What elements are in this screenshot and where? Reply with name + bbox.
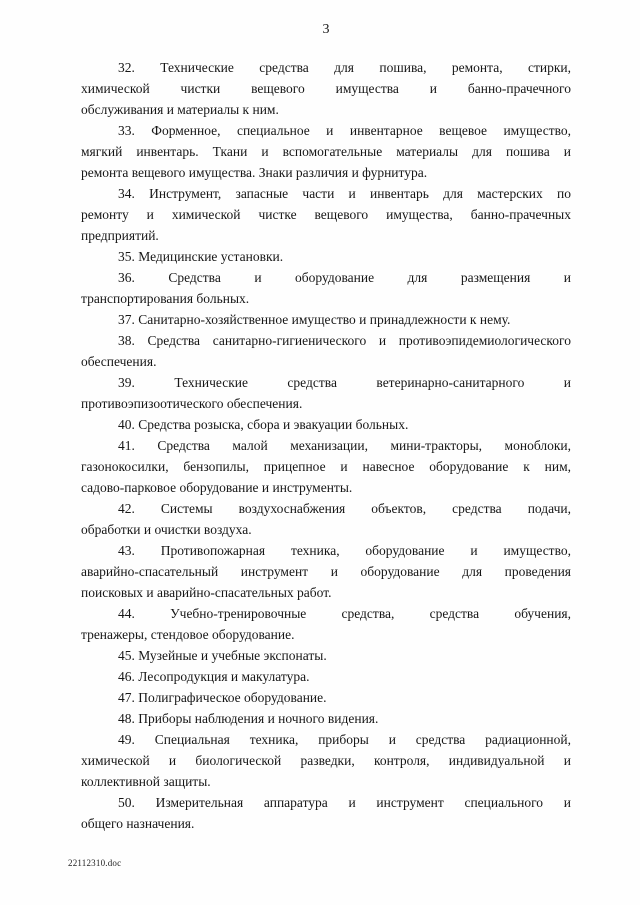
paragraph (81, 267, 571, 309)
paragraph-line: 32. Технические средства для пошива, ремонта, стирки, (118, 60, 571, 75)
paragraph-line: 49. Специальная техника, приборы и средства радиационной, (118, 732, 571, 747)
paragraph-line: 39. Технические средства ветеринарно-санитарного и (118, 375, 571, 390)
paragraph-line: тренажеры, стендовое оборудование. (81, 627, 295, 642)
paragraph-line: 43. Противопожарная техника, оборудование и имущество, (118, 543, 571, 558)
paragraph-line: 44. Учебно-тренировочные средства, средства обучения, (118, 606, 571, 621)
paragraph (81, 666, 571, 687)
paragraph (81, 540, 571, 603)
paragraph-line: 33. Форменное, специальное и инвентарное вещевое имущество, (118, 123, 571, 138)
paragraph (81, 603, 571, 645)
paragraph (81, 708, 571, 729)
paragraph-line: 37. Санитарно-хозяйственное имущество и принадлежности к нему. (118, 312, 511, 327)
paragraph-line: 47. Полиграфическое оборудование. (118, 690, 327, 705)
paragraph (81, 687, 571, 708)
paragraph (81, 120, 571, 183)
paragraph-line: химической чистки вещевого имущества и банно-прачечного (81, 81, 571, 96)
paragraph-line: 50. Измерительная аппаратура и инструмент специального и (118, 795, 571, 810)
paragraph-line: 38. Средства санитарно-гигиенического и противоэпидемиологического (118, 333, 571, 348)
paragraph-line: 40. Средства розыска, сбора и эвакуации больных. (118, 417, 409, 432)
paragraph-line: аварийно-спасательный инструмент и оборудование для проведения (81, 564, 571, 579)
paragraph (81, 183, 571, 246)
paragraph (81, 729, 571, 792)
paragraph-line: мягкий инвентарь. Ткани и вспомогательные материалы для пошива и (81, 144, 571, 159)
paragraph-line: обеспечения. (81, 354, 157, 369)
paragraph-line: 41. Средства малой механизации, мини-тракторы, моноблоки, (118, 438, 571, 453)
paragraph-line: химической и биологической разведки, контроля, индивидуальной и (81, 753, 571, 768)
paragraph-line: 45. Музейные и учебные экспонаты. (118, 648, 327, 663)
paragraph-line: 46. Лесопродукция и макулатура. (118, 669, 310, 684)
paragraph-line: поисковых и аварийно-спасательных работ. (81, 585, 332, 600)
paragraph-line: ремонту и химической чистке вещевого имущества, банно-прачечных (81, 207, 571, 222)
document-body (81, 57, 571, 834)
paragraph (81, 330, 571, 372)
paragraph-line: 42. Системы воздухоснабжения объектов, средства подачи, (118, 501, 571, 516)
footer-filename: 22112310.doc (68, 858, 122, 868)
paragraph (81, 498, 571, 540)
paragraph-line: транспортирования больных. (81, 291, 250, 306)
paragraph-line: коллективной защиты. (81, 774, 211, 789)
paragraph-line: противоэпизоотического обеспечения. (81, 396, 303, 411)
paragraph-line: 35. Медицинские установки. (118, 249, 284, 264)
paragraph-line: ремонта вещевого имущества. Знаки различия и фурнитура. (81, 165, 428, 180)
paragraph (81, 246, 571, 267)
paragraph (81, 309, 571, 330)
paragraph-line: 34. Инструмент, запасные части и инвентарь для мастерских по (118, 186, 571, 201)
paragraph-line: предприятий. (81, 228, 159, 243)
paragraph (81, 57, 571, 120)
paragraph (81, 645, 571, 666)
paragraph-line: газонокосилки, бензопилы, прицепное и навесное оборудование к ним, (81, 459, 571, 474)
paragraph-line: 36. Средства и оборудование для размещения и (118, 270, 571, 285)
paragraph-line: общего назначения. (81, 816, 195, 831)
paragraph-line: 48. Приборы наблюдения и ночного видения. (118, 711, 379, 726)
paragraph-line: садово-парковое оборудование и инструменты. (81, 480, 353, 495)
paragraph (81, 372, 571, 414)
paragraph (81, 435, 571, 498)
paragraph (81, 792, 571, 834)
paragraph-line: обслуживания и материалы к ним. (81, 102, 279, 117)
paragraph-line: обработки и очистки воздуха. (81, 522, 252, 537)
page-number: 3 (322, 22, 330, 37)
paragraph (81, 414, 571, 435)
